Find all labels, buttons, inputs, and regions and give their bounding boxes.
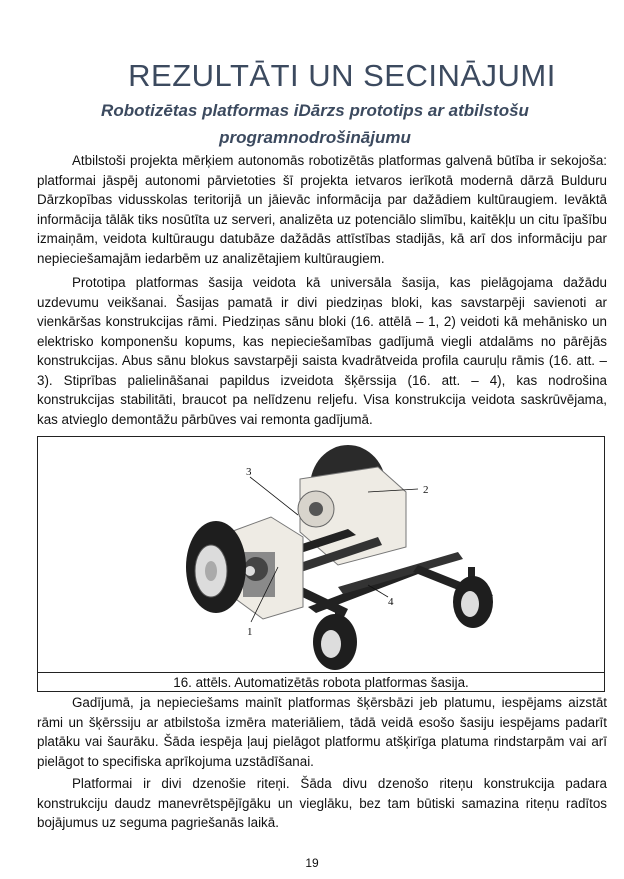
paragraph-2: Prototipa platformas šasija veidota kā universāla šasija, kas pielāgojama dažādu uzdevumu veikšanai. Šasijas pamatā ir divi piedziņas bloki, kas savstarpēji savienoti ar vienkāršas konstrukcijas rāmi. Piedziņas sānu bloki (16. attēlā – 1, 2) veidoti kā mehānisko un elektrisko komponenšu kopums, kas nepieciešamības gadījumā viegli atdalāms no pārējās konstrukcijas. Abus sānu blokus savstarpēji saista kvadrātveida profila cauruļu rāmis (16. att. – 3). Stiprības palielināšanai papildus izveidota šķērssija (16. att. – 4), kas nodrošina konstrukcijas stabilitāti, braucot pa nelīdzenu reljefu. Visa konstrukcija veidota saskrūvējama, kas atvieglo demontāžu pārbūves vai remonta gadījumā. [37, 275, 607, 427]
section-subtitle: Robotizētas platformas iDārzs prototips ar atbilstošu programnodrošinājumu [101, 101, 529, 147]
callout-1: 1 [247, 626, 253, 638]
figure-16 [37, 436, 605, 692]
paragraph-3: Gadījumā, ja nepieciešams mainīt platformas šķērsbāzi jeb platumu, iespējams aizstāt rāmi un šķērssiju ar atbilstoša izmēra materiāliem, tādā veidā esošo šasiju iespējams padarīt platāku vai šaurāku. Šāda iespēja ļauj pielāgot platformu atšķirīga platuma rindstarpām vai arī pielāgot to specifiska aprīkojuma uzstādīšanai. [37, 695, 607, 769]
page-title: REZULTĀTI UN SECINĀJUMI [128, 58, 556, 93]
figure-caption: 16. attēls. Automatizētās robota platformas šasija. [173, 675, 469, 690]
callout-4: 4 [388, 596, 394, 608]
paragraph-1: Atbilstoši projekta mērķiem autonomās robotizētās platformas galvenā būtība ir sekojoša: platformai jāspēj autonomi pārvietoties šī projekta ietvaros ierīkotā modernā dārzā Bulduru Dārzkopības vidusskolas teritorijā un jāievāc informācija par dažādiem kultūraugiem. Ievāktā informācija tālāk tiks nosūtīta uz serveri, analizēta uz potenciālo slimību, kaitēkļu un citu īpašību izmaiņām, veidota kultūraugu datubāze dažādās attīstības stadijās, kā arī dos informāciju par nepieciešamajām iedarbēm uz analizētajiem kultūraugiem. [37, 153, 607, 266]
callout-2: 2 [423, 484, 429, 496]
robot-chassis-illustration [38, 437, 604, 673]
paragraph-4: Platformai ir divi dzenošie riteņi. Šāda divu dzenošo riteņu konstrukcija padara konstrukciju daudz manevrētspējīgāku un vieglāku, bez tam būtiski samazina riteņu radītos bojājumus uz seguma pagriešanās laikā. [37, 776, 607, 830]
chassis-drawing-icon [38, 437, 604, 671]
callout-3: 3 [246, 466, 252, 478]
page-number: 19 [305, 856, 319, 870]
